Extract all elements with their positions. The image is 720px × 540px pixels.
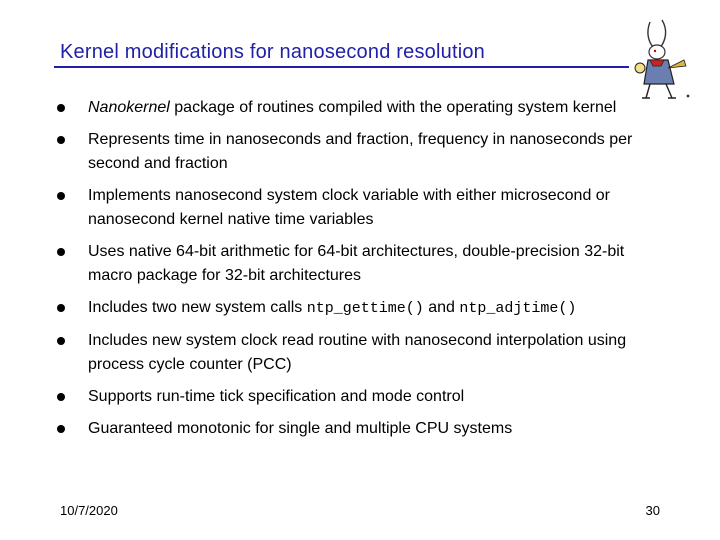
code-ntp-adjtime: ntp_adjtime() bbox=[459, 300, 577, 317]
bullet-dot-icon bbox=[57, 104, 65, 112]
code-ntp-gettime: ntp_gettime() bbox=[306, 300, 424, 317]
bullet-dot-icon bbox=[57, 192, 65, 200]
bullet-text: Supports run-time tick specification and mode control bbox=[88, 388, 465, 405]
bullet-text: Implements nanosecond system clock variable with either microsecond or nanosecond kernel native time variables bbox=[88, 187, 611, 228]
bullet-item bbox=[55, 385, 655, 409]
bullet-dot-icon bbox=[57, 425, 65, 433]
page-number: 30 bbox=[645, 503, 660, 518]
bullet-dot-icon bbox=[57, 393, 65, 401]
bullet-dot-icon bbox=[57, 337, 65, 345]
bullet-item bbox=[55, 240, 655, 288]
bullet-text: package of routines compiled with the operating system kernel bbox=[169, 99, 617, 116]
bullet-item bbox=[55, 96, 655, 120]
bullet-dot-icon bbox=[57, 136, 65, 144]
bullet-emphasis: Nanokernel bbox=[88, 99, 170, 116]
slide-title: Kernel modifications for nanosecond resolution bbox=[60, 41, 486, 63]
bullet-text-mid: and bbox=[423, 299, 460, 316]
bullet-dot-icon bbox=[57, 304, 65, 312]
bullet-text: Represents time in nanoseconds and fraction, frequency in nanoseconds per second and fraction bbox=[88, 131, 633, 172]
footer-date: 10/7/2020 bbox=[60, 503, 118, 518]
bullet-dot-icon bbox=[57, 248, 65, 256]
bullet-text: Includes two new system calls bbox=[88, 299, 307, 316]
bullet-item bbox=[55, 128, 655, 176]
title-underline bbox=[54, 66, 629, 68]
bullet-text: Uses native 64-bit arithmetic for 64-bit architectures, double-precision 32-bit macro package for 32-bit architectures bbox=[88, 243, 625, 284]
bullet-text: Includes new system clock read routine with nanosecond interpolation using process cycle counter (PCC) bbox=[88, 332, 627, 373]
bullet-item bbox=[55, 184, 655, 232]
bullet-item bbox=[55, 329, 655, 377]
white-rabbit-icon bbox=[628, 18, 692, 104]
bullet-item bbox=[55, 417, 655, 441]
bullet-list bbox=[55, 96, 655, 449]
bullet-text: Guaranteed monotonic for single and multiple CPU systems bbox=[88, 420, 513, 437]
bullet-item bbox=[55, 296, 655, 321]
